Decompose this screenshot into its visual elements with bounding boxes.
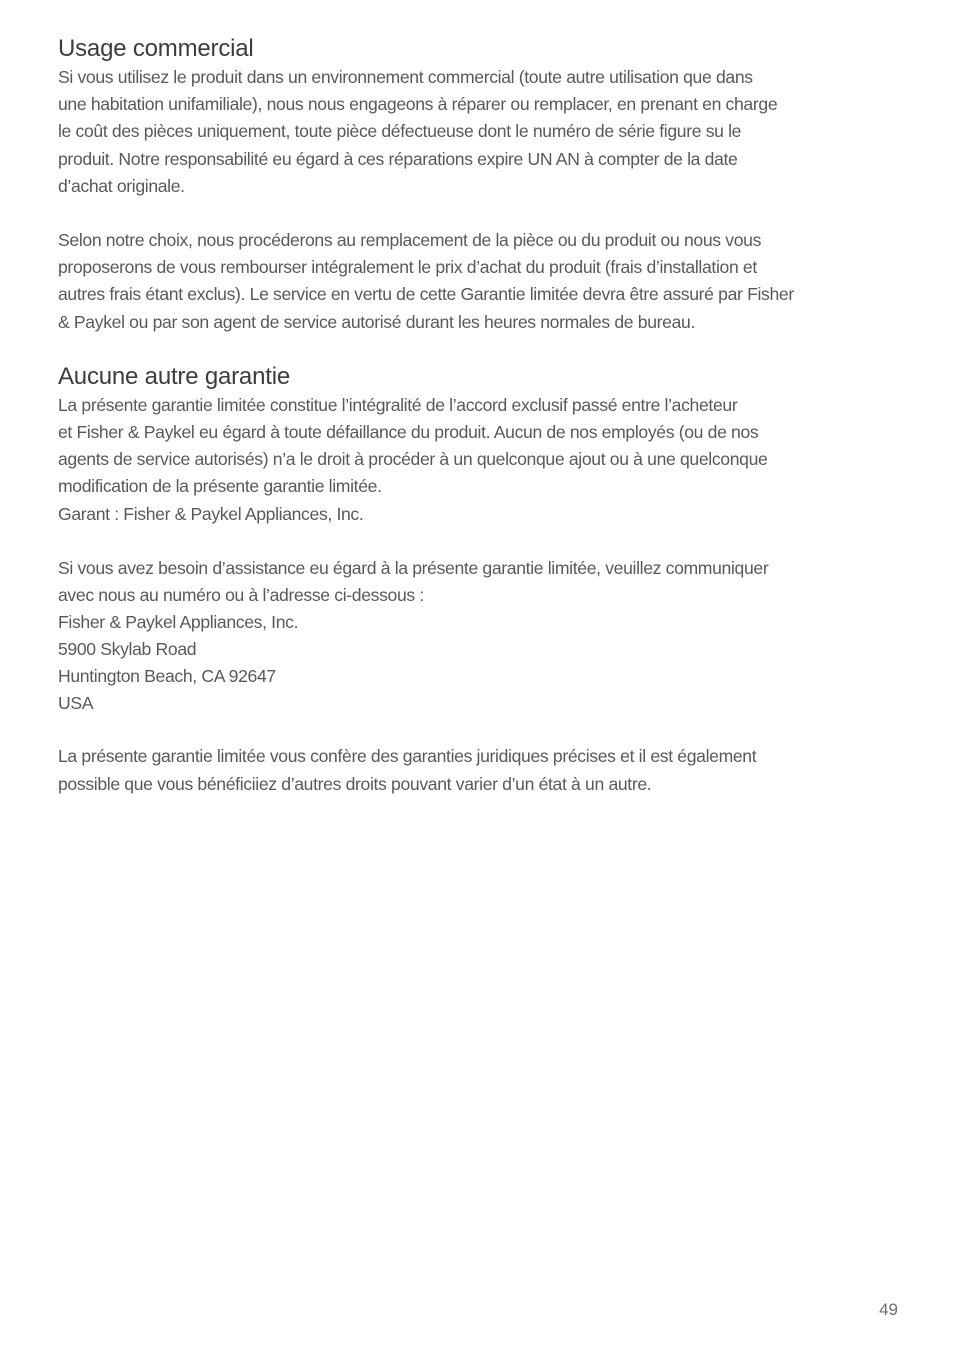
section-title-no-other-warranty: Aucune autre garantie <box>58 362 290 390</box>
section-title-usage-commercial: Usage commercial <box>58 35 254 62</box>
address-line-country: USA <box>58 692 94 713</box>
address-line-city: Huntington Beach, CA 92647 <box>58 665 276 686</box>
address-line-company: Fisher & Paykel Appliances, Inc. <box>58 612 299 633</box>
company-address <box>58 609 888 716</box>
address-line-street: 5900 Skylab Road <box>58 639 197 660</box>
paragraph-entire-agreement: La présente garantie limitée constitue l’intégralité de l’accord exclusif passé entre l’acheteur et Fisher & Paykel eu égard à toute défaillance du produit. Aucun de nos employés (ou de nos agents de service autorisés) n’a le droit à procéder à un quelconque ajout ou à une quelconque modification de la présente garantie limitée. <box>58 394 768 497</box>
paragraph-gap <box>58 528 888 555</box>
page-number: 49 <box>879 1300 898 1319</box>
paragraph-assistance: Si vous avez besoin d’assistance eu égard à la présente garantie limitée, veuillez communiquer avec nous au numéro ou à l’adresse ci-dessous : <box>58 557 769 606</box>
paragraph-replacement-choice: Selon notre choix, nous procéderons au remplacement de la pièce ou du produit ou nous vous proposerons de vous rembourser intégralement le prix d’achat du produit (frais d’installation et autres frais étant exclus). Le service en vertu de cette Garantie limitée devra être assuré par Fisher & Paykel ou par son agent de service autorisé durant les heures normales de bureau. <box>58 230 794 332</box>
paragraph-gap <box>58 200 888 227</box>
paragraph-guarantor: Garant : Fisher & Paykel Appliances, Inc. <box>58 503 364 524</box>
paragraph-legal-rights: La présente garantie limitée vous confère des garanties juridiques précises et il est également possible que vous bénéficiiez d’autres droits pouvant varier d’un état à un autre. <box>58 746 757 794</box>
document-page <box>58 34 888 798</box>
paragraph-commercial-use: Si vous utilisez le produit dans un environnement commercial (toute autre utilisation que dans une habitation unifamiliale), nous nous engageons à réparer ou remplacer, en prenant en charge le coût des pièces uniquement, toute pièce défectueuse dont le numéro de série figure su le produit. Notre responsabilité eu égard à ces réparations expire UN AN à compter de la date d’achat originale. <box>58 67 778 196</box>
paragraph-gap <box>58 716 888 743</box>
